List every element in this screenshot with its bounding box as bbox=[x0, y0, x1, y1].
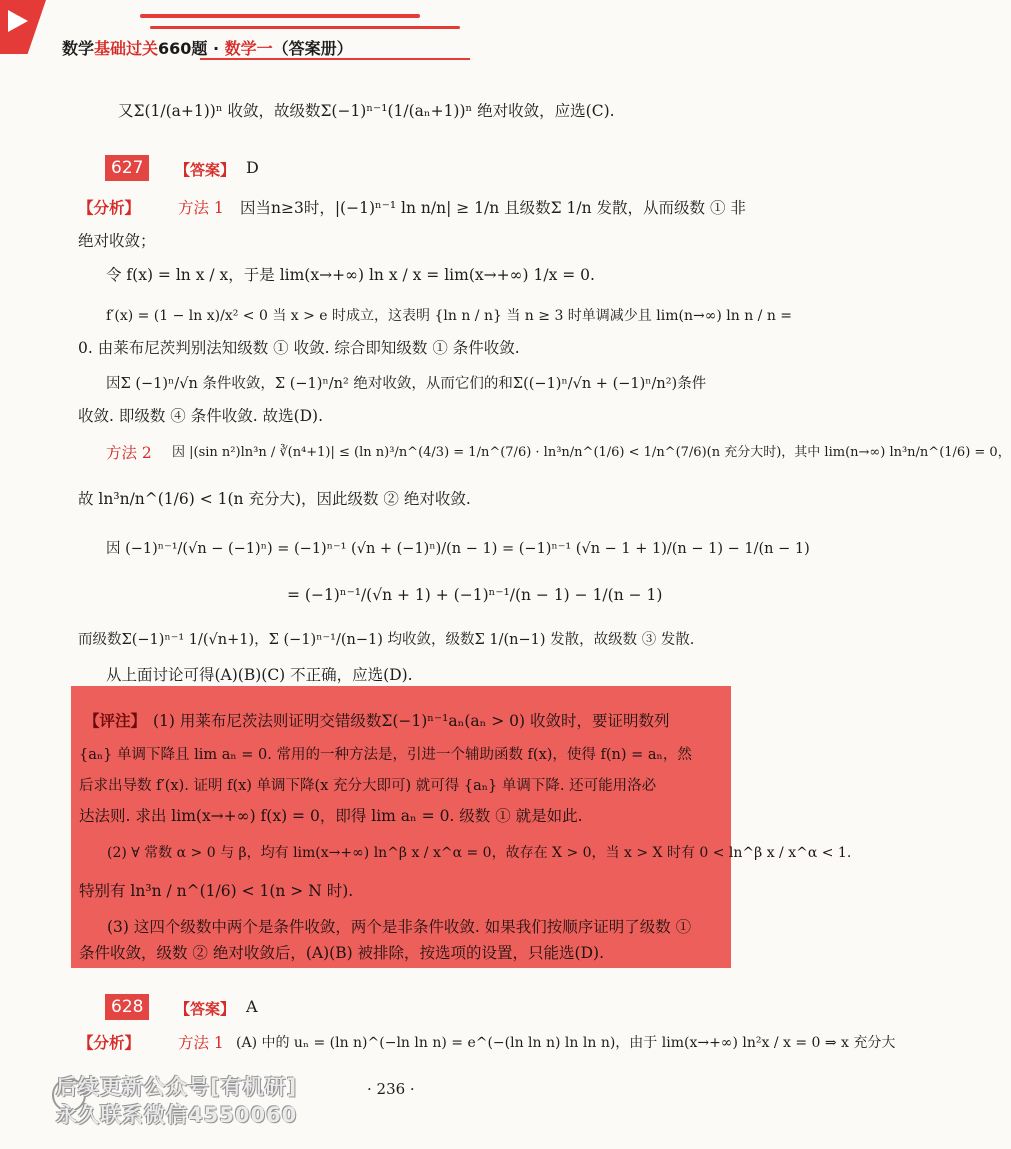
comment-line: {aₙ} 单调下降且 lim aₙ = 0. 常用的一种方法是，引进一个辅助函数 f(x)，使得 f(n) = aₙ，然 bbox=[79, 747, 692, 763]
header-rule bbox=[140, 14, 420, 18]
header-text: 数学 bbox=[62, 39, 95, 58]
analysis-line: 绝对收敛； bbox=[78, 232, 156, 250]
comment-box bbox=[71, 686, 852, 968]
answer-value: A bbox=[246, 997, 258, 1016]
answer-value: D bbox=[246, 158, 259, 177]
header-rule bbox=[150, 26, 460, 29]
analysis-line: 故 ln³n/n^(1/6) < 1(n 充分大)，因此级数 ② 绝对收敛. bbox=[78, 490, 471, 508]
play-arrow-icon bbox=[8, 10, 28, 32]
comment-line: (3) 这四个级数中两个是条件收敛，两个是非条件收敛. 如果我们按顺序证明了级数 ① bbox=[107, 918, 692, 936]
answer-tag: 【答案】 bbox=[175, 1000, 236, 1018]
analysis-tag: 【分析】 bbox=[78, 1033, 141, 1052]
analysis-line: 0. 由莱布尼茨判别法知级数 ① 收敛. 综合即知级数 ① 条件收敛. bbox=[78, 339, 520, 357]
comment-line: (1) 用莱布尼茨法则证明交错级数Σ(−1)ⁿ⁻¹aₙ(aₙ > 0) 收敛时，要证明数列 bbox=[153, 712, 670, 730]
question-number: 628 bbox=[105, 994, 149, 1020]
analysis-line: 收敛. 即级数 ④ 条件收敛. 故选(D). bbox=[78, 407, 324, 425]
analysis-line: 因当n≥3时，|(−1)ⁿ⁻¹ ln n/n| ≥ 1/n 且级数Σ 1/n 发散，从而级数 ① 非 bbox=[240, 199, 746, 217]
analysis-line: 从上面讨论可得(A)(B)(C) 不正确，应选(D). bbox=[106, 666, 413, 684]
comment-line: 后求出导数 f′(x). 证明 f(x) 单调下降(x 充分大即可) 就可得 {aₙ} 单调下降. 还可能用洛必 bbox=[79, 778, 657, 794]
analysis-line: (A) 中的 uₙ = (ln n)^(−ln ln n) = e^(−(ln ln n) ln ln n)，由于 lim(x→+∞) ln²x / x = 0 ⇒ x 充分大 bbox=[236, 1035, 896, 1051]
analysis-line: f′(x) = (1 − ln x)/x² < 0 当 x > e 时成立，这表明 {ln n / n} 当 n ≥ 3 时单调减少且 lim(n→∞) ln n / n = bbox=[106, 308, 793, 324]
running-header bbox=[62, 36, 353, 59]
comment-line: 特别有 ln³n / n^(1/6) < 1(n > N 时). bbox=[79, 882, 354, 900]
comment-line: 达法则. 求出 lim(x→+∞) f(x) = 0，即得 lim aₙ = 0. 级数 ① 就是如此. bbox=[79, 807, 583, 825]
question-number: 627 bbox=[105, 155, 149, 181]
analysis-line: = (−1)ⁿ⁻¹/(√n + 1) + (−1)ⁿ⁻¹/(n − 1) − 1/(n − 1) bbox=[287, 586, 663, 604]
analysis-line: 因 |(sin n²)ln³n / ∛(n⁴+1)| ≤ (ln n)³/n^(4/3) = 1/n^(7/6) · ln³n/n^(1/6) < 1/n^(7/6)(n 充分大时)，其中 lim(n→∞) ln³n/n^(1/6) = 0， bbox=[172, 445, 1011, 460]
header-text: 660题 · bbox=[158, 39, 225, 58]
watermark-text: 永久联系微信4550060 bbox=[56, 1103, 298, 1127]
analysis-line: 因Σ (−1)ⁿ/√n 条件收敛，Σ (−1)ⁿ/n² 绝对收敛，从而它们的和Σ((−1)ⁿ/√n + (−1)ⁿ/n²)条件 bbox=[106, 376, 707, 392]
comment-line: (2) ∀ 常数 α > 0 与 β，均有 lim(x→+∞) ln^β x / x^α = 0，故存在 X > 0，当 x > X 时有 0 < ln^β x / x^α < 1. bbox=[107, 845, 852, 861]
analysis-tag: 【分析】 bbox=[78, 198, 141, 217]
answer-tag: 【答案】 bbox=[175, 161, 236, 179]
analysis-line: 而级数Σ(−1)ⁿ⁻¹ 1/(√n+1)，Σ (−1)ⁿ⁻¹/(n−1) 均收敛，级数Σ 1/(n−1) 发散，故级数 ③ 发散. bbox=[78, 632, 695, 648]
header-text: （答案册） bbox=[272, 39, 353, 58]
header-accent-text: 基础过关 bbox=[94, 39, 159, 58]
comment-line: 条件收敛，级数 ② 绝对收敛后，(A)(B) 被排除，按选项的设置，只能选(D). bbox=[79, 944, 605, 962]
analysis-line: 因 (−1)ⁿ⁻¹/(√n − (−1)ⁿ) = (−1)ⁿ⁻¹ (√n + (−1)ⁿ)/(n − 1) = (−1)ⁿ⁻¹ (√n − 1 + 1)/(n − 1) − 1/(n − 1) bbox=[106, 541, 810, 557]
page-number: · 236 · bbox=[367, 1080, 415, 1098]
method-label: 方法 2 bbox=[106, 444, 152, 462]
watermark-text: 后续更新公众号[有机研] bbox=[56, 1075, 298, 1099]
header-accent-text: 数学一 bbox=[224, 39, 273, 58]
method-label: 方法 1 bbox=[178, 1034, 224, 1052]
previous-solution-end: 又Σ(1/(a+1))ⁿ 收敛，故级数Σ(−1)ⁿ⁻¹(1/(aₙ+1))ⁿ 绝对收敛，应选(C). bbox=[118, 102, 615, 120]
comment-tag: 【评注】 bbox=[84, 711, 147, 730]
analysis-line: 令 f(x) = ln x / x，于是 lim(x→+∞) ln x / x = lim(x→+∞) 1/x = 0. bbox=[106, 266, 595, 284]
method-label: 方法 1 bbox=[178, 199, 224, 217]
